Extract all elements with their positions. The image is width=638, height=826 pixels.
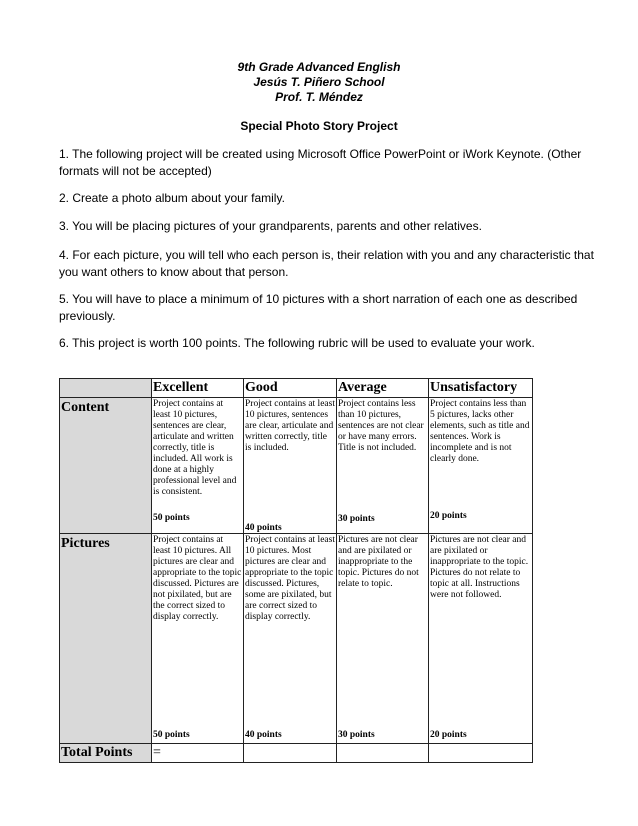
total-empty-cell: [337, 744, 429, 763]
total-points-label: Total Points: [60, 744, 152, 763]
total-empty-cell: [429, 744, 533, 763]
content-average-cell: [337, 398, 429, 534]
content-excellent-text: Project contains at least 10 pictures, sentences are clear, articulate and written correctly, title is included. All work is done at a highly professional level and is consistent.: [153, 399, 237, 497]
row-header-pictures: Pictures: [60, 534, 152, 744]
column-header-average: Average: [337, 379, 429, 398]
pictures-excellent-cell: [152, 534, 244, 744]
pictures-average-cell: [337, 534, 429, 744]
content-unsatisfactory-text: Project contains less than 5 pictures, lacks other elements, such as title and sentences. Work is incomplete and is not clearly done.: [430, 399, 530, 464]
content-unsatisfactory-cell: [429, 398, 533, 534]
column-header-excellent: Excellent: [152, 379, 244, 398]
content-average-points: 30 points: [338, 514, 375, 524]
pictures-excellent-text: Project contains at least 10 pictures. All pictures are clear and appropriate to the topic discussed. Pictures are not pixilated, but are the correct sized to display correctly.: [153, 535, 242, 622]
total-points-value: =: [152, 744, 244, 763]
pictures-good-points: 40 points: [245, 730, 282, 740]
header-course: 9th Grade Advanced English: [237, 60, 401, 74]
page-title: Special Photo Story Project: [240, 119, 398, 133]
instruction-2: 2. Create a photo album about your family.: [59, 191, 285, 205]
instruction-4: 4. For each picture, you will tell who each person is, their relation with you and any characteristic that you want others to know about that person.: [59, 248, 594, 279]
content-unsatisfactory-points: 20 points: [430, 511, 467, 521]
rubric-header-row: [60, 379, 533, 398]
pictures-good-text: Project contains at least 10 pictures. Most pictures are clear and appropriate to the topic discussed. Pictures, some are pixilated, but are correct sized to display correctly.: [245, 535, 335, 622]
rubric-table: [59, 378, 533, 763]
pictures-excellent-points: 50 points: [153, 730, 190, 740]
total-empty-cell: [244, 744, 337, 763]
pictures-unsatisfactory-text: Pictures are not clear and are pixilated or inappropriate to the topic. Pictures do not relate to topic at all. Instructions were not followed.: [430, 535, 529, 600]
content-good-text: Project contains at least 10 pictures, sentences are clear, articulate and written correctly, title is included.: [245, 399, 335, 453]
pictures-average-points: 30 points: [338, 730, 375, 740]
rubric-row-content: [60, 398, 533, 534]
pictures-unsatisfactory-points: 20 points: [430, 730, 467, 740]
column-header-good: Good: [244, 379, 337, 398]
instruction-1: 1. The following project will be created using Microsoft Office PowerPoint or iWork Keynote. (Other formats will not be accepted): [59, 147, 582, 178]
content-excellent-points: 50 points: [153, 513, 190, 523]
content-excellent-cell: [152, 398, 244, 534]
header-teacher: Prof. T. Méndez: [275, 90, 363, 104]
rubric-corner-cell: [60, 379, 152, 398]
rubric-row-total: [60, 744, 533, 763]
content-average-text: Project contains less than 10 pictures, sentences are not clear or have many errors. Title is not included.: [338, 399, 424, 453]
pictures-average-text: Pictures are not clear and are pixilated or inappropriate to the topic. Pictures do not relate to topic.: [338, 535, 419, 589]
instruction-6: 6. This project is worth 100 points. The following rubric will be used to evaluate your work.: [59, 336, 535, 350]
instruction-5: 5. You will have to place a minimum of 10 pictures with a short narration of each one as described previously.: [59, 292, 578, 323]
rubric-row-pictures: [60, 534, 533, 744]
content-good-cell: [244, 398, 337, 534]
row-header-content: Content: [60, 398, 152, 534]
pictures-good-cell: [244, 534, 337, 744]
content-good-points: 40 points: [245, 523, 282, 533]
column-header-unsatisfactory: Unsatisfactory: [429, 379, 533, 398]
header-school: Jesús T. Piñero School: [253, 75, 385, 89]
instruction-3: 3. You will be placing pictures of your grandparents, parents and other relatives.: [59, 219, 482, 233]
pictures-unsatisfactory-cell: [429, 534, 533, 744]
